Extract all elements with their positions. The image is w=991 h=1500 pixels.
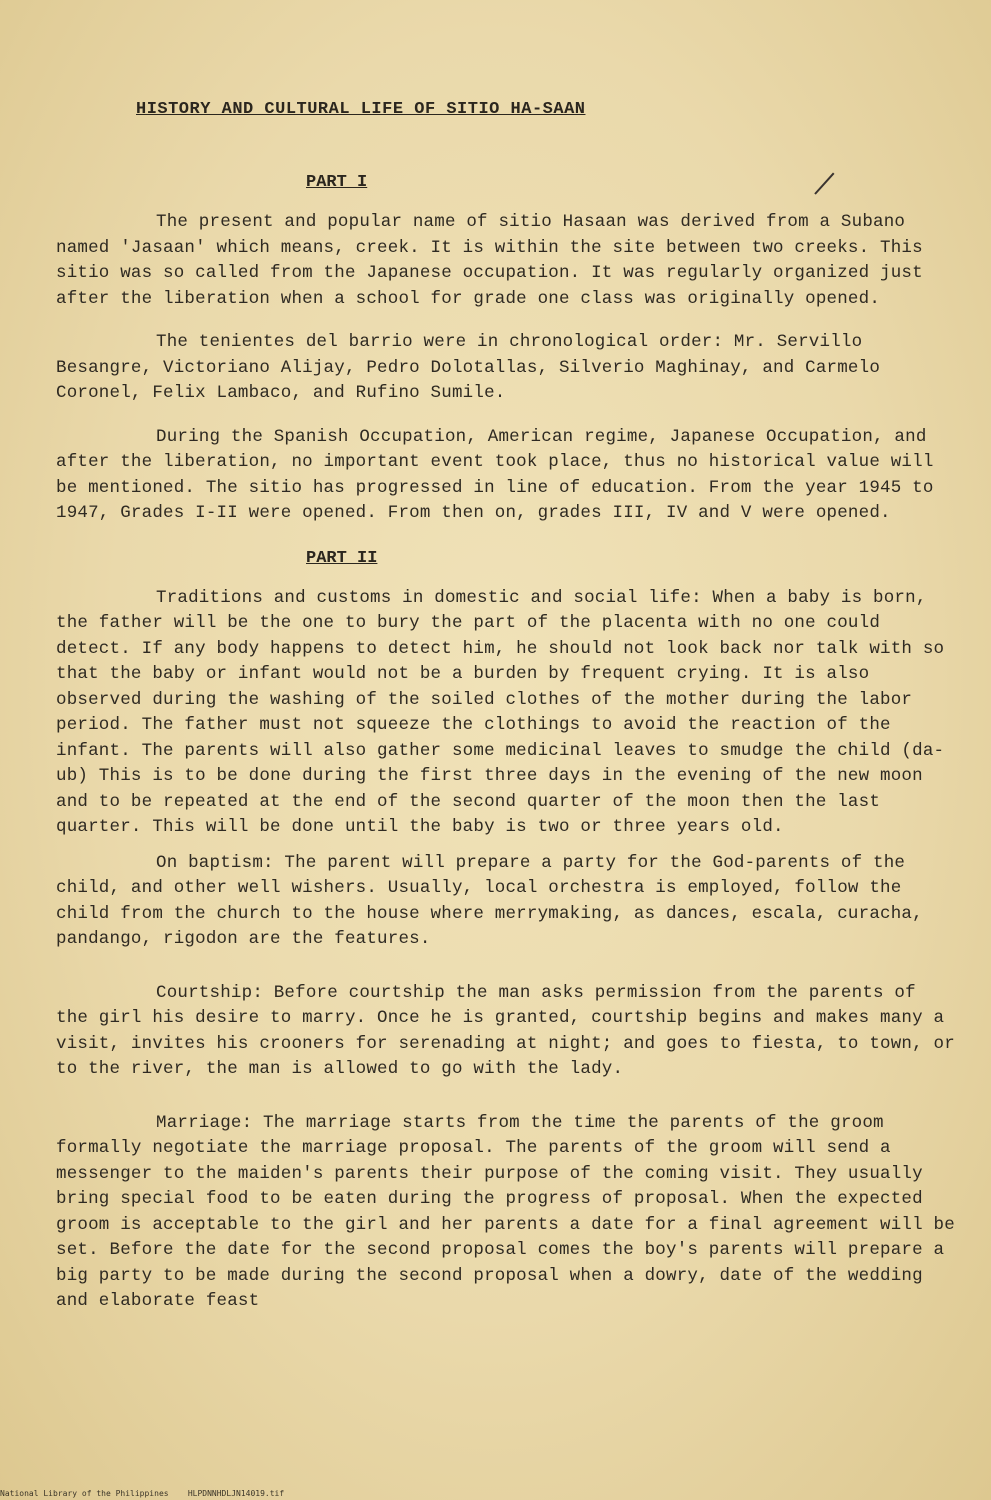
paragraph-marriage: Marriage: The marriage starts from the time the parents of the groom formally negotiate the marriage proposal. The parents of the groom will send a messenger to the maiden's parents their purpose of the coming visit. They usually bring special food to be eaten during the progress of proposal. When the expected groom is acceptable to the girl and her parents a date for a final agreement will be set. Before the date for the second proposal comes the boy's parents will prepare a big party to be made during the second proposal when a dowry, date of the wedding and elaborate feast [56, 1112, 955, 1311]
footer-source: National Library of the Philippines [0, 1489, 169, 1498]
document-body [56, 100, 956, 1333]
footer-file: HLPDNNHDLJN14019.tif [187, 1489, 285, 1498]
paragraph-history: During the Spanish Occupation, American regime, Japanese Occupation, and after the liberation, no important event took place, thus no historical value will be mentioned. The sitio has progressed in line of education. From the year 1945 to 1947, Grades I-II were opened. From then on, grades III, IV and V were opened. [56, 426, 934, 523]
paragraph-traditions: Traditions and customs in domestic and social life: When a baby is born, the father will be the one to bury the part of the placenta with no one could detect. If any body happens to detect him, he should not look back nor talk with so that the baby or infant would not be a burden by frequent crying. It is also observed during the washing of the soiled clothes of the mother during the labor period. The father must not squeeze the clothings to avoid the reaction of the infant. The parents will also gather some medicinal leaves to smudge the child (da-ub) This is to be done during the first three days in the evening of the new moon and to be repeated at the end of the second quarter of the moon then the last quarter. This will be done until the baby is two or three years old. [56, 587, 945, 837]
part-one-heading: PART I [306, 173, 368, 192]
archive-footer [0, 1489, 284, 1498]
page-title: HISTORY AND CULTURAL LIFE OF SITIO HA-SAAN [136, 100, 586, 119]
part-two-heading: PART II [306, 548, 378, 568]
paragraph-tenientes: The tenientes del barrio were in chronological order: Mr. Servillo Besangre, Victoriano Alijay, Pedro Dolotallas, Silverio Maghinay, and Carmelo Coronel, Felix Lambaco, and Rufino Sumile. [56, 332, 881, 403]
paragraph-origin: The present and popular name of sitio Hasaan was derived from a Subano named 'Jasaan' which means, creek. It is within the site between two creeks. This sitio was so called from the Japanese occupation. It was regularly organized just after the liberation when a school for grade one class was originally opened. [56, 212, 923, 309]
paragraph-courtship: Courtship: Before courtship the man asks permission from the parents of the girl his desire to marry. Once he is granted, courtship begins and makes many a visit, invites his crooners for serenading at night; and goes to fiesta, to town, or to the river, the man is allowed to go with the lady. [56, 982, 955, 1079]
paragraph-baptism: On baptism: The parent will prepare a party for the God-parents of the child, and other well wishers. Usually, local orchestra is employed, follow the child from the church to the house where merrymaking, as dances, escala, curacha, pandango, rigodon are the features. [56, 852, 923, 949]
